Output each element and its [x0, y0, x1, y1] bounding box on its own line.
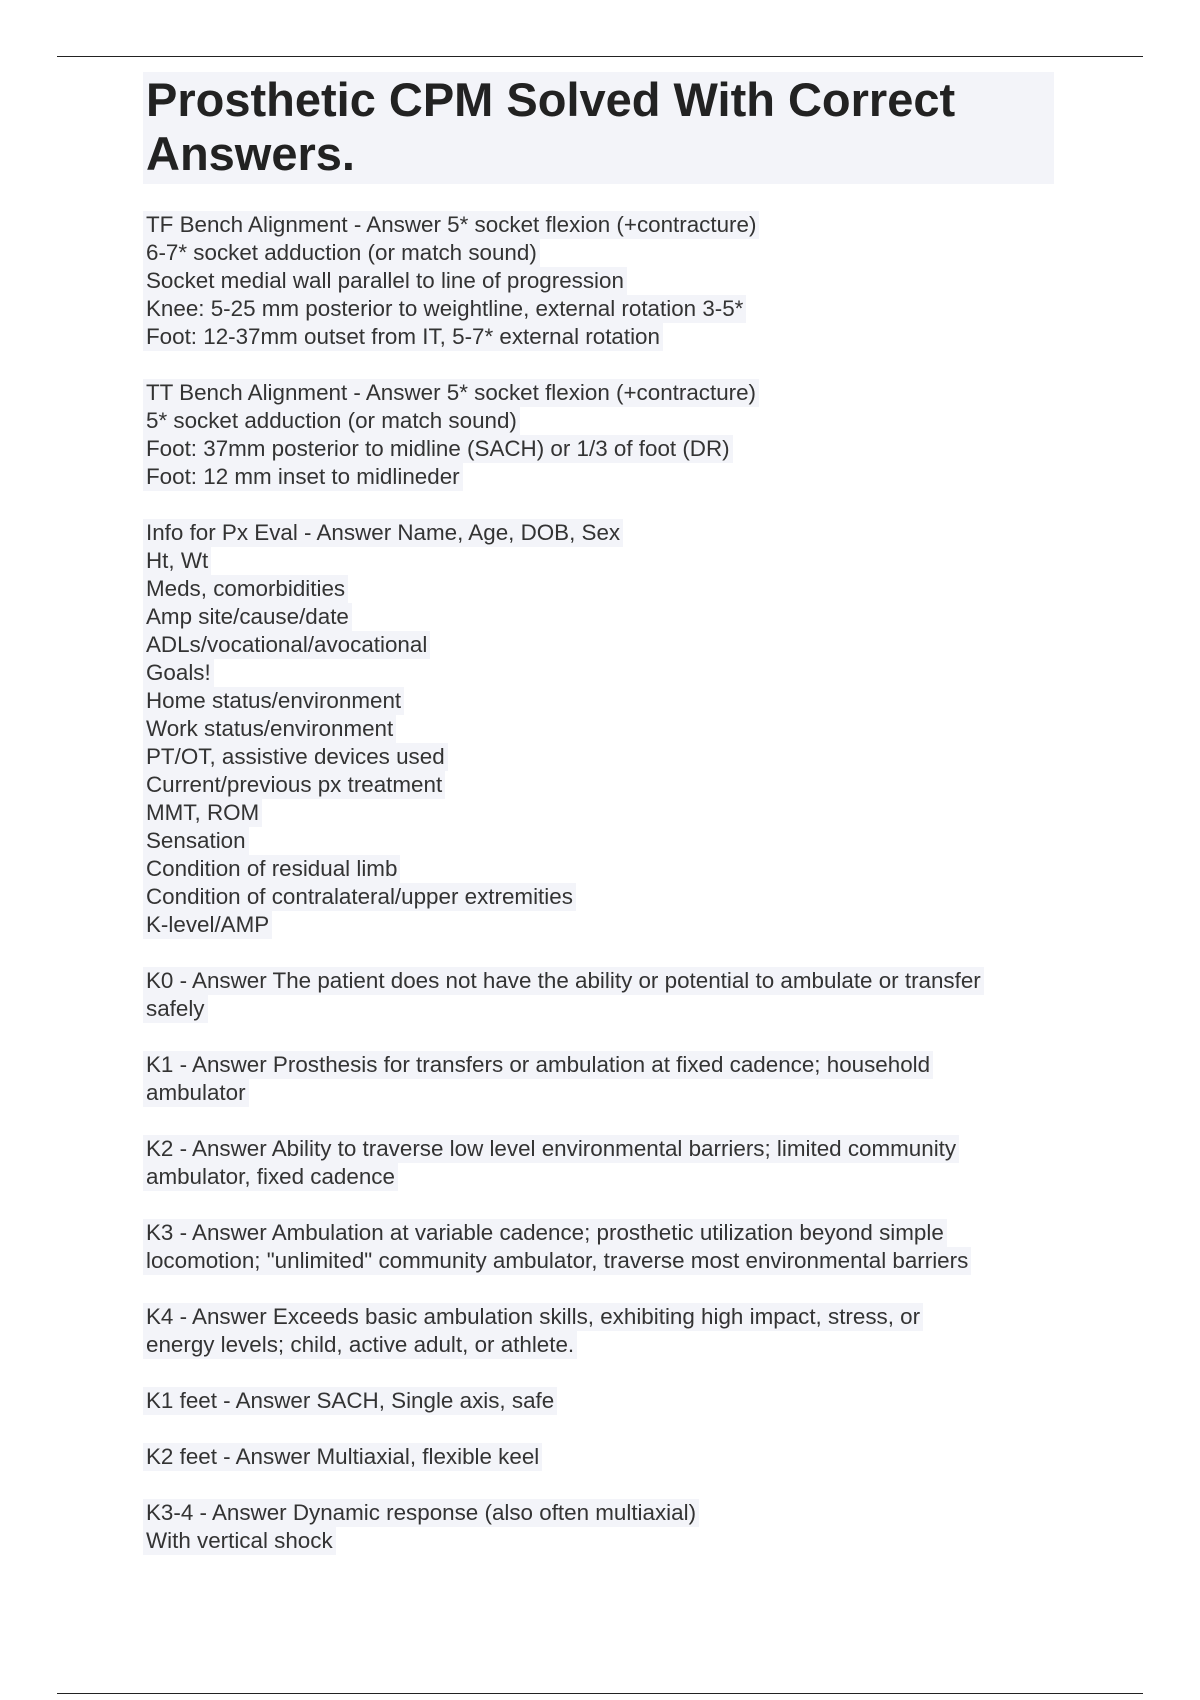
qa-line: Current/previous px treatment [143, 771, 445, 799]
qa-line: K4 - Answer Exceeds basic ambulation skills, exhibiting high impact, stress, or [143, 1303, 923, 1331]
qa-line: Knee: 5-25 mm posterior to weightline, external rotation 3-5* [143, 295, 746, 323]
qa-line: Foot: 37mm posterior to midline (SACH) or 1/3 of foot (DR) [143, 435, 733, 463]
qa-block [143, 1499, 1063, 1555]
qa-block [143, 1387, 1063, 1415]
qa-line: ambulator [143, 1079, 249, 1107]
qa-line: Ht, Wt [143, 547, 211, 575]
qa-block [143, 1443, 1063, 1471]
qa-block [143, 967, 1063, 1023]
qa-line: K0 - Answer The patient does not have the ability or potential to ambulate or transfer [143, 967, 984, 995]
qa-block [143, 519, 1063, 939]
title-block [143, 72, 1054, 184]
qa-line: Info for Px Eval - Answer Name, Age, DOB, Sex [143, 519, 623, 547]
qa-line: Condition of contralateral/upper extremities [143, 883, 576, 911]
qa-line: locomotion; "unlimited" community ambulator, traverse most environmental barriers [143, 1247, 971, 1275]
qa-line: ambulator, fixed cadence [143, 1163, 398, 1191]
qa-line: PT/OT, assistive devices used [143, 743, 448, 771]
qa-line: Socket medial wall parallel to line of progression [143, 267, 627, 295]
qa-block [143, 1135, 1063, 1191]
qa-line: 5* socket adduction (or match sound) [143, 407, 520, 435]
qa-line: Amp site/cause/date [143, 603, 352, 631]
qa-line: Work status/environment [143, 715, 396, 743]
qa-line: K3 - Answer Ambulation at variable cadence; prosthetic utilization beyond simple [143, 1219, 947, 1247]
qa-block [143, 211, 1063, 351]
qa-line: TF Bench Alignment - Answer 5* socket flexion (+contracture) [143, 211, 759, 239]
page-title [146, 73, 1051, 181]
qa-list [143, 211, 1063, 1583]
qa-block [143, 1303, 1063, 1359]
qa-block [143, 1051, 1063, 1107]
qa-line: K1 - Answer Prosthesis for transfers or ambulation at fixed cadence; household [143, 1051, 933, 1079]
qa-line: safely [143, 995, 208, 1023]
qa-line: Foot: 12-37mm outset from IT, 5-7* external rotation [143, 323, 663, 351]
bottom-rule [57, 1693, 1143, 1694]
qa-line: Home status/environment [143, 687, 404, 715]
qa-line: MMT, ROM [143, 799, 262, 827]
qa-line: Goals! [143, 659, 214, 687]
qa-line: 6-7* socket adduction (or match sound) [143, 239, 540, 267]
qa-line: K2 feet - Answer Multiaxial, flexible keel [143, 1443, 542, 1471]
page-title-line-2: Answers. [146, 127, 355, 180]
qa-line: Condition of residual limb [143, 855, 400, 883]
qa-block [143, 1219, 1063, 1275]
page-title-line-1: Prosthetic CPM Solved With Correct [146, 73, 956, 126]
qa-line: Sensation [143, 827, 249, 855]
qa-line: Meds, comorbidities [143, 575, 348, 603]
qa-line: ADLs/vocational/avocational [143, 631, 430, 659]
qa-line: Foot: 12 mm inset to midlineder [143, 463, 463, 491]
qa-line: With vertical shock [143, 1527, 336, 1555]
qa-line: energy levels; child, active adult, or athlete. [143, 1331, 577, 1359]
qa-block [143, 379, 1063, 491]
top-rule [57, 56, 1143, 57]
qa-line: K3-4 - Answer Dynamic response (also often multiaxial) [143, 1499, 699, 1527]
qa-line: K2 - Answer Ability to traverse low level environmental barriers; limited community [143, 1135, 959, 1163]
qa-line: TT Bench Alignment - Answer 5* socket flexion (+contracture) [143, 379, 759, 407]
qa-line: K1 feet - Answer SACH, Single axis, safe [143, 1387, 557, 1415]
qa-line: K-level/AMP [143, 911, 272, 939]
